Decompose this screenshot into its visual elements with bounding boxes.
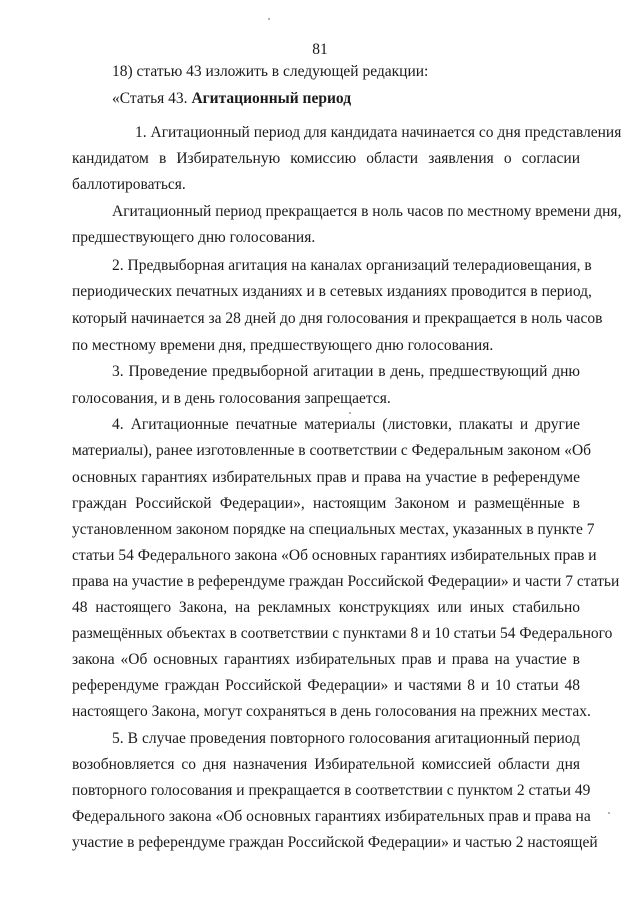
body-text-line: голосования, и в день голосования запрещается. <box>72 390 391 407</box>
body-text-line: статьи 54 Федерального закона «Об основных гарантиях избирательных прав и <box>72 547 597 564</box>
body-text-line: Агитационный период прекращается в ноль часов по местному времени дня, <box>112 203 622 220</box>
body-text-line: закона «Об основных гарантиях избирательных прав и права на участие в <box>72 651 580 668</box>
body-text-line: установленном законом порядке на специальных местах, указанных в пункте 7 <box>72 521 595 538</box>
body-text-line: настоящего Закона, могут сохраняться в день голосования на прежних местах. <box>72 703 591 720</box>
body-text-line: 3. Проведение предвыборной агитации в день, предшествующий дню <box>112 363 580 380</box>
body-text-line: референдуме граждан Российской Федерации» и частями 8 и 10 статьи 48 <box>72 677 580 694</box>
scan-speck <box>268 18 270 20</box>
article-title: Агитационный период <box>191 90 352 107</box>
article-prefix: «Статья 43. <box>112 90 188 107</box>
body-text-line: материалы), ранее изготовленные в соответствии с Федеральным законом «Об <box>72 442 592 459</box>
body-text-line: повторного голосования и прекращается в соответствии с пунктом 2 статьи 49 <box>72 782 591 799</box>
body-text-line: кандидатом в Избирательную комиссию области заявления о согласии <box>72 150 580 167</box>
article-heading <box>112 89 351 109</box>
body-text-line: по местному времени дня, предшествующего дню голосования. <box>72 337 494 354</box>
body-text-line: предшествующего дню голосования. <box>72 229 316 246</box>
body-text-line: Федерального закона «Об основных гарантиях избирательных прав и права на <box>72 808 591 825</box>
body-text-line: баллотироваться. <box>72 176 186 193</box>
body-text-line: 4. Агитационные печатные материалы (листовки, плакаты и другие <box>112 416 580 433</box>
body-text-line: периодических печатных изданиях и в сетевых изданиях проводится в период, <box>72 283 592 300</box>
body-text-line: 48 настоящего Закона, на рекламных конструкциях или иных стабильно <box>72 599 580 616</box>
scan-speck <box>349 412 351 414</box>
body-text-line: участие в референдуме граждан Российской Федерации» и частью 2 настоящей <box>72 834 598 851</box>
scan-speck <box>608 812 610 814</box>
body-text-line: возобновляется со дня назначения Избирательной комиссией области дня <box>72 756 580 773</box>
body-text-line: граждан Российской Федерации», настоящим Законом и размещённые в <box>72 495 580 512</box>
body-text-line: размещённых объектах в соответствии с пунктами 8 и 10 статьи 54 Федерального <box>72 625 613 642</box>
body-text-line: 5. В случае проведения повторного голосования агитационный период <box>112 730 580 747</box>
body-text-line: права на участие в референдуме граждан Российской Федерации» и части 7 статьи <box>72 573 620 590</box>
body-text-line: основных гарантиях избирательных прав и права на участие в референдуме <box>72 469 580 486</box>
amendment-intro: 18) статью 43 изложить в следующей редакции: <box>112 63 429 80</box>
body-text-line: 2. Предвыборная агитация на каналах организаций телерадиовещания, в <box>112 257 592 274</box>
body-text-line: 1. Агитационный период для кандидата начинается со дня представления <box>135 124 622 141</box>
page-number: 81 <box>312 41 328 58</box>
body-text-line: который начинается за 28 дней до дня голосования и прекращается в ноль часов <box>72 310 603 327</box>
